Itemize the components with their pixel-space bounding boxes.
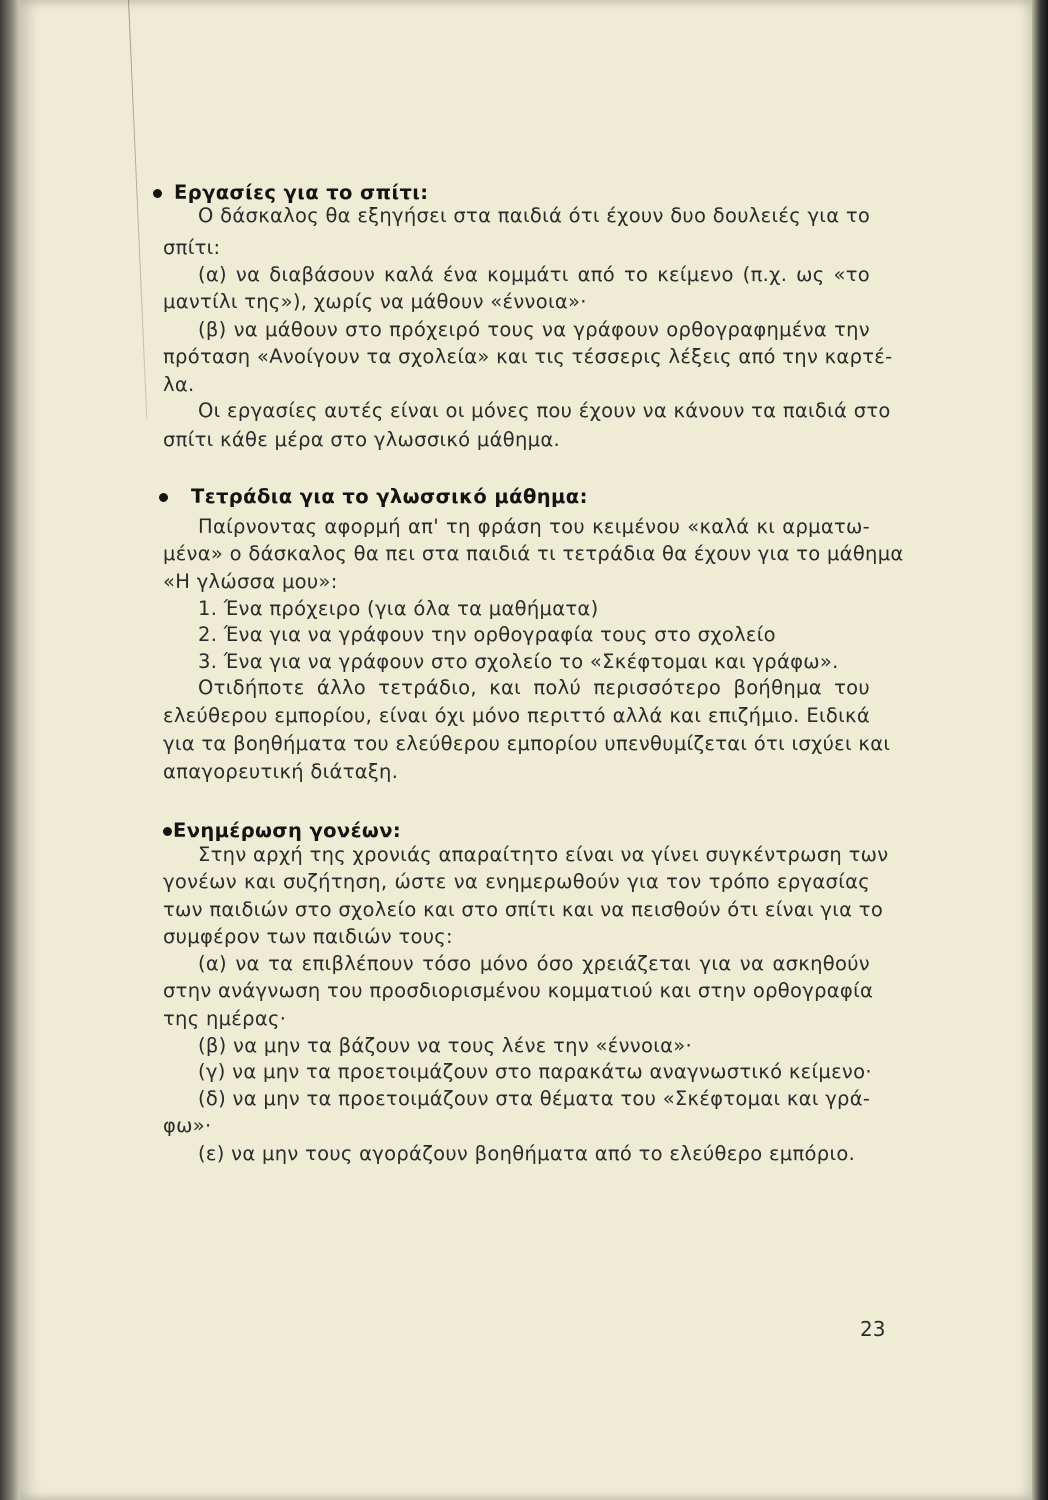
section-3-line-4: συμφέρον των παιδιών τους: [163, 925, 453, 948]
section-2-line-7: Οτιδήποτε άλλο τετράδιο, και πολύ περισσότερο βοήθημα του [198, 676, 870, 699]
section-2-line-5: 2. Ένα για να γράφουν την ορθογραφία τους στο σχολείο [198, 623, 776, 646]
section-2-line-3: «Η γλώσσα μου»: [163, 570, 338, 593]
section-3-line-11: φω»· [163, 1114, 212, 1137]
section-2-line-2: μένα» ο δάσκαλος θα πει στα παιδιά τι τετράδια θα έχουν για το μάθημα [163, 542, 904, 565]
section-1-line-6: πρόταση «Ανοίγουν τα σχολεία» και τις τέσσερις λέξεις από την καρτέ- [163, 345, 893, 368]
section-1-line-2: σπίτι: [163, 236, 221, 259]
page-edge-right [1032, 0, 1048, 1500]
section-1-line-3: (α) να διαβάσουν καλά ένα κομμάτι από το κείμενο (π.χ. ως «το [198, 263, 870, 286]
section-2-bullet [159, 493, 168, 502]
section-3-line-3: των παιδιών στο σχολείο και στο σπίτι και να πεισθούν ότι είναι για το [163, 898, 884, 921]
section-2-line-1: Παίρνοντας αφορμή απ' τη φράση του κειμένου «καλά κι αρματω- [198, 515, 870, 538]
section-2-line-10: απαγορευτική διάταξη. [163, 760, 399, 783]
page-edge-left [0, 0, 20, 1500]
section-1-line-4: μαντίλι της»), χωρίς να μάθουν «έννοια»· [163, 290, 587, 313]
section-3-line-7: της ημέρας· [163, 1007, 287, 1030]
section-1-line-8: Οι εργασίες αυτές είναι οι μόνες που έχουν να κάνουν τα παιδιά στο [198, 399, 891, 422]
section-2-line-9: για τα βοηθήματα του ελεύθερου εμπορίου υπενθυμίζεται ότι ισχύει και [163, 732, 891, 755]
section-1-line-9: σπίτι κάθε μέρα στο γλωσσικό μάθημα. [163, 428, 561, 451]
section-3-line-8: (β) να μην τα βάζουν να τους λένε την «έννοια»· [198, 1034, 692, 1057]
section-2-line-6: 3. Ένα για να γράφουν στο σχολείο το «Σκέφτομαι και γράφω». [198, 650, 839, 673]
section-3-line-1: Στην αρχή της χρονιάς απαραίτητο είναι να γίνει συγκέντρωση των [198, 843, 889, 866]
section-1-line-1: Ο δάσκαλος θα εξηγήσει στα παιδιά ότι έχουν δυο δουλειές για το [198, 204, 871, 227]
section-1-heading: Εργασίες για το σπίτι: [174, 181, 429, 204]
section-2-line-4: 1. Ένα πρόχειρο (για όλα τα μαθήματα) [198, 597, 599, 620]
section-2-line-8: ελεύθερου εμπορίου, είναι όχι μόνο περιττό αλλά και επιζήμιο. Ειδικά [163, 704, 870, 727]
section-3-line-2: γονέων και συζήτηση, ώστε να ενημερωθούν για τον τρόπο εργασίας [163, 870, 870, 893]
section-3-heading: Ενημέρωση γονέων: [173, 819, 402, 842]
section-3-line-9: (γ) να μην τα προετοιμάζουν στο παρακάτω αναγνωστικό κείμενο· [198, 1060, 872, 1083]
page-number: 23 [860, 1317, 886, 1341]
section-3-line-5: (α) να τα επιβλέπουν τόσο μόνο όσο χρειάζεται για να ασκηθούν [198, 952, 870, 975]
section-3-line-6: στην ανάγνωση του προσδιορισμένου κομματιού και στην ορθογραφία [163, 979, 874, 1002]
section-1-line-7: λα. [163, 373, 195, 396]
section-3-line-12: (ε) να μην τους αγοράζουν βοηθήματα από το ελεύθερο εμπόριο. [198, 1142, 856, 1165]
section-1-bullet [153, 189, 162, 198]
section-2-heading: Τετράδια για το γλωσσικό μάθημα: [191, 485, 588, 508]
section-3-bullet [163, 827, 172, 836]
section-3-line-10: (δ) να μην τα προετοιμάζουν στα θέματα του «Σκέφτομαι και γρά- [198, 1087, 871, 1110]
section-1-line-5: (β) να μάθουν στο πρόχειρό τους να γράφουν ορθογραφημένα την [198, 318, 870, 341]
